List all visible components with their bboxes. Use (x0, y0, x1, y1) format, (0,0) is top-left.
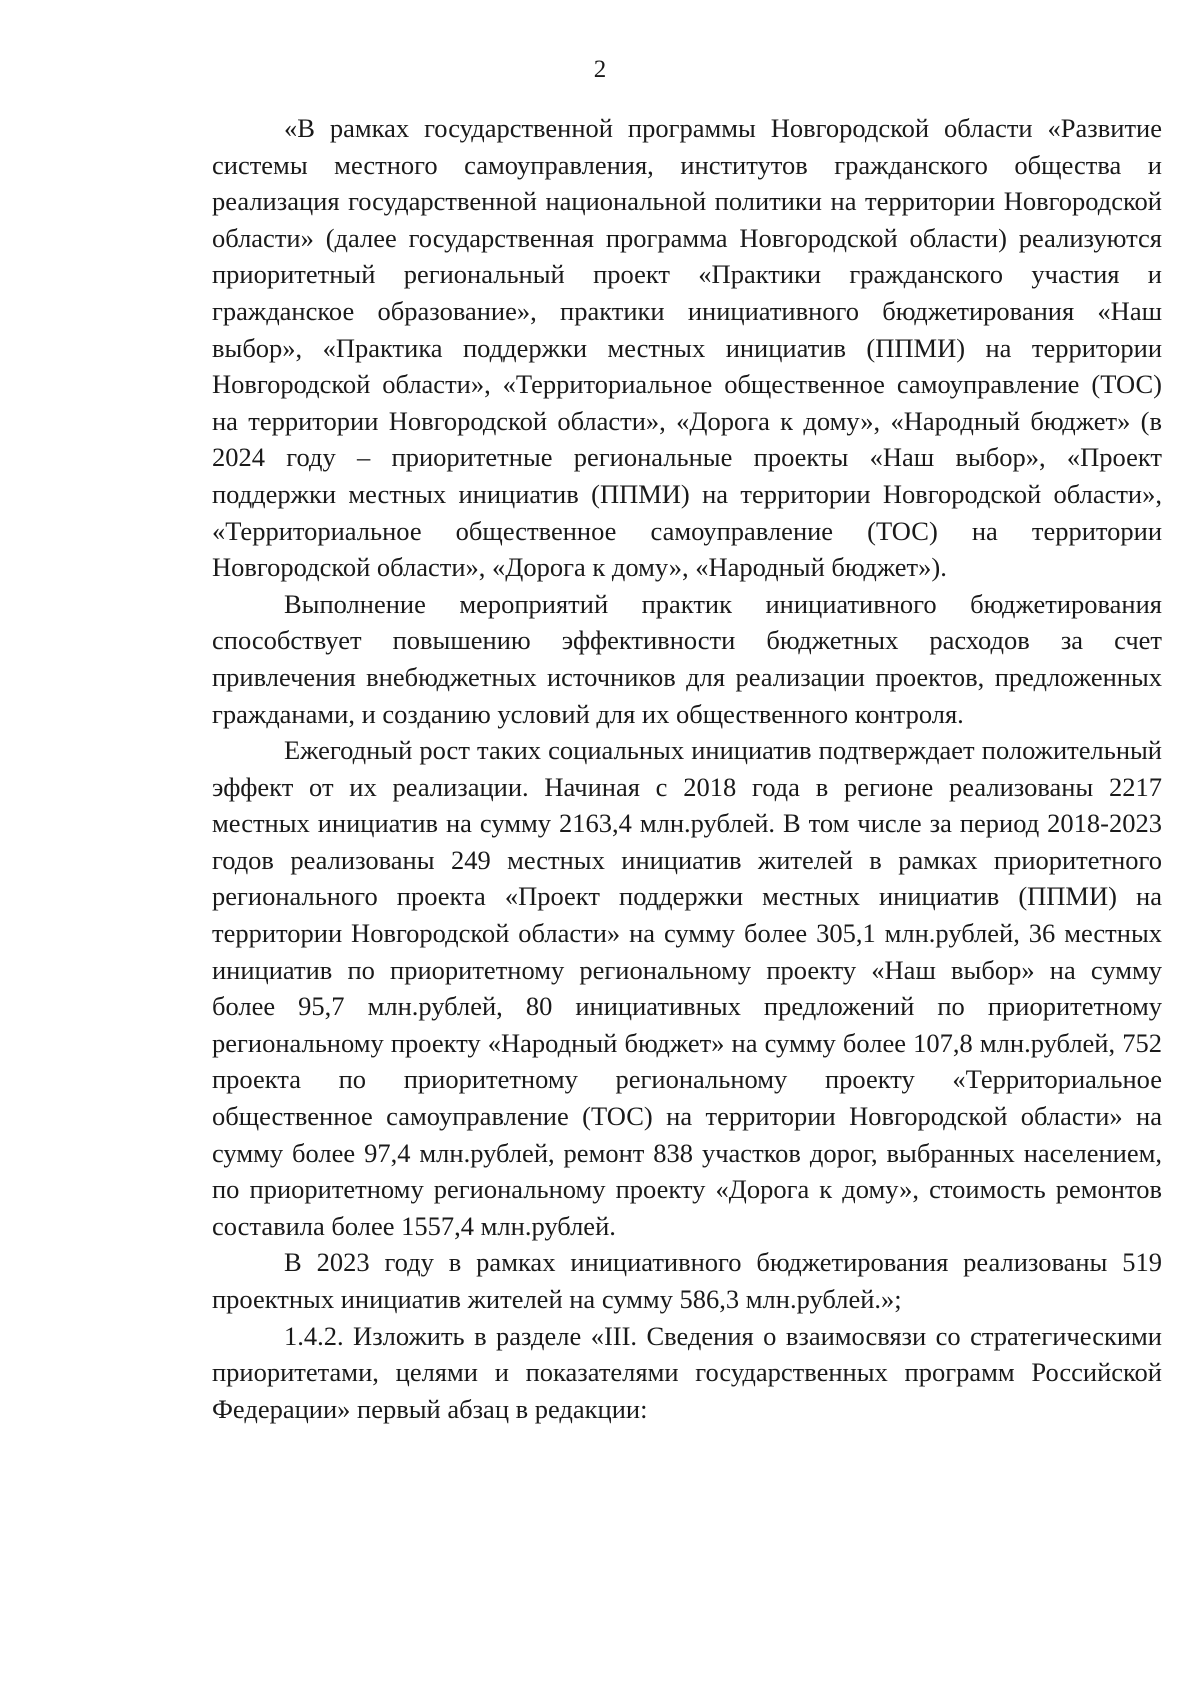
page-number: 2 (593, 56, 607, 83)
paragraph-budgeting-effect: Выполнение мероприятий практик инициативного бюджетирования способствует повышению эффективности бюджетных расходов за счет привлечения внебюджетных источников для реализации проектов, предложенных гражданами, и созданию условий для их общественного контроля. (212, 588, 1162, 729)
paragraph-program-description: «В рамках государственной программы Новгородской области «Развитие системы местного самоуправления, институтов гражданского общества и реализация государственной национальной политики на территории Новгородской области» (далее государственная программа Новгородской области) реализуются приоритетный региональный проект «Практики гражданского участия и гражданское образование», практики инициативного бюджетирования «Наш выбор», «Практика поддержки местных инициатив (ППМИ) на территории Новгородской области», «Территориальное общественное самоуправление (ТОС) на территории Новгородской области», «Дорога к дому», «Народный бюджет» (в 2024 году – приоритетные региональные проекты «Наш выбор», «Проект поддержки местных инициатив (ППМИ) на территории Новгородской области», «Территориальное общественное самоуправление (ТОС) на территории Новгородской области», «Дорога к дому», «Народный бюджет»). (212, 113, 1162, 583)
document-body (212, 110, 1162, 1427)
paragraph-2023-results: В 2023 году в рамках инициативного бюджетирования реализованы 519 проектных инициатив жителей на сумму 586,3 млн.рублей.»; (212, 1247, 1162, 1314)
paragraph-amendment-1-4-2: 1.4.2. Изложить в разделе «III. Сведения о взаимосвязи со стратегическими приоритетами, целями и показателями государственных программ Российской Федерации» первый абзац в редакции: (212, 1320, 1162, 1424)
paragraph-growth-statistics: Ежегодный рост таких социальных инициатив подтверждает положительный эффект от их реализации. Начиная с 2018 года в регионе реализованы 2217 местных инициатив на сумму 2163,4 млн.рублей. В том числе за период 2018-2023 годов реализованы 249 местных инициатив жителей в рамках приоритетного регионального проекта «Проект поддержки местных инициатив (ППМИ) на территории Новгородской области» на сумму более 305,1 млн.рублей, 36 местных инициатив по приоритетному региональному проекту «Наш выбор» на сумму более 95,7 млн.рублей, 80 инициативных предложений по приоритетному региональному проекту «Народный бюджет» на сумму более 107,8 млн.рублей, 752 проекта по приоритетному региональному проекту «Территориальное общественное самоуправление (ТОС) на территории Новгородской области» на сумму более 97,4 млн.рублей, ремонт 838 участков дорог, выбранных населением, по приоритетному региональному проекту «Дорога к дому», стоимость ремонтов составила более 1557,4 млн.рублей. (212, 735, 1162, 1241)
